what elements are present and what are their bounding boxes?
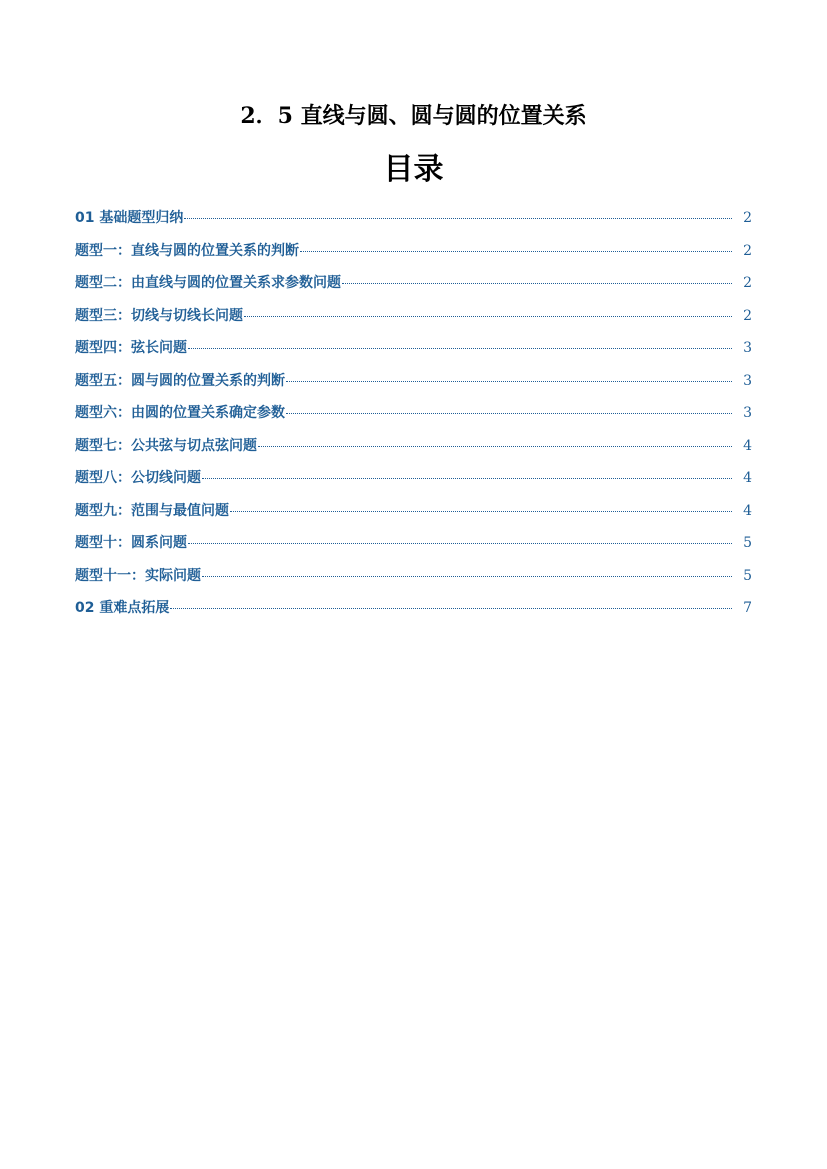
- toc-entry-label: 题型八：公切线问题: [75, 470, 201, 486]
- dot-leader: [230, 511, 732, 512]
- toc-entry-label: 01 基础题型归纳: [75, 210, 184, 226]
- toc-entry-page: 3: [743, 405, 752, 421]
- toc-entry-type-6[interactable]: [75, 402, 752, 435]
- toc-entry-label: 题型三：切线与切线长问题: [75, 307, 243, 324]
- toc-entry-page: 4: [743, 470, 752, 486]
- toc-entry-advanced[interactable]: [75, 597, 752, 630]
- toc-entry-label: 题型七：公共弦与切点弦问题: [75, 437, 257, 454]
- toc-entry-page: 5: [743, 567, 752, 584]
- toc-entry-label: 题型二：由直线与圆的位置关系求参数问题: [75, 275, 341, 291]
- dot-leader: [342, 283, 732, 284]
- dot-leader: [244, 316, 732, 317]
- toc-entry-label: 题型六：由圆的位置关系确定参数: [75, 405, 285, 421]
- toc-entry-label: 题型一：直线与圆的位置关系的判断: [75, 242, 299, 259]
- document-title: 2．5 直线与圆、圆与圆的位置关系: [240, 103, 587, 129]
- toc-entry-type-1[interactable]: [75, 240, 752, 273]
- toc-entry-page: 2: [743, 307, 752, 324]
- toc-entry-page: 2: [743, 210, 752, 226]
- toc-entry-type-9[interactable]: [75, 500, 752, 533]
- toc-entry-label: 题型十一：实际问题: [75, 567, 201, 584]
- toc-entry-label: 题型五：圆与圆的位置关系的判断: [75, 372, 285, 389]
- toc-entry-type-7[interactable]: [75, 435, 752, 468]
- toc-entry-page: 4: [743, 502, 752, 519]
- toc-entry-basic-types[interactable]: [75, 207, 752, 240]
- dot-leader: [286, 413, 732, 414]
- toc-entry-label: 题型十：圆系问题: [75, 535, 187, 551]
- dot-leader: [188, 348, 732, 349]
- toc-entry-type-4[interactable]: [75, 337, 752, 370]
- toc-entry-page: 2: [743, 275, 752, 291]
- toc-entry-page: 3: [743, 340, 752, 356]
- toc-entry-page: 4: [743, 437, 752, 454]
- toc-entry-page: 3: [743, 372, 752, 389]
- toc-entry-type-10[interactable]: [75, 532, 752, 565]
- toc-entry-label: 02 重难点拓展: [75, 600, 170, 616]
- dot-leader: [286, 381, 732, 382]
- toc-entry-label: 题型四：弦长问题: [75, 340, 187, 356]
- toc-entry-type-11[interactable]: [75, 565, 752, 598]
- dot-leader: [184, 218, 732, 219]
- toc-entry-page: 2: [743, 242, 752, 259]
- toc-entry-type-2[interactable]: [75, 272, 752, 305]
- toc-entry-page: 7: [743, 600, 752, 616]
- toc-entry-page: 5: [743, 535, 752, 551]
- dot-leader: [202, 478, 732, 479]
- toc-entry-type-8[interactable]: [75, 467, 752, 500]
- dot-leader: [170, 608, 732, 609]
- dot-leader: [202, 576, 732, 577]
- toc-heading: 目录: [383, 152, 444, 187]
- dot-leader: [258, 446, 732, 447]
- dot-leader: [188, 543, 732, 544]
- toc-entry-type-3[interactable]: [75, 305, 752, 338]
- toc-entry-type-5[interactable]: [75, 370, 752, 403]
- toc-entry-label: 题型九：范围与最值问题: [75, 502, 229, 519]
- table-of-contents: [75, 207, 752, 630]
- dot-leader: [300, 251, 732, 252]
